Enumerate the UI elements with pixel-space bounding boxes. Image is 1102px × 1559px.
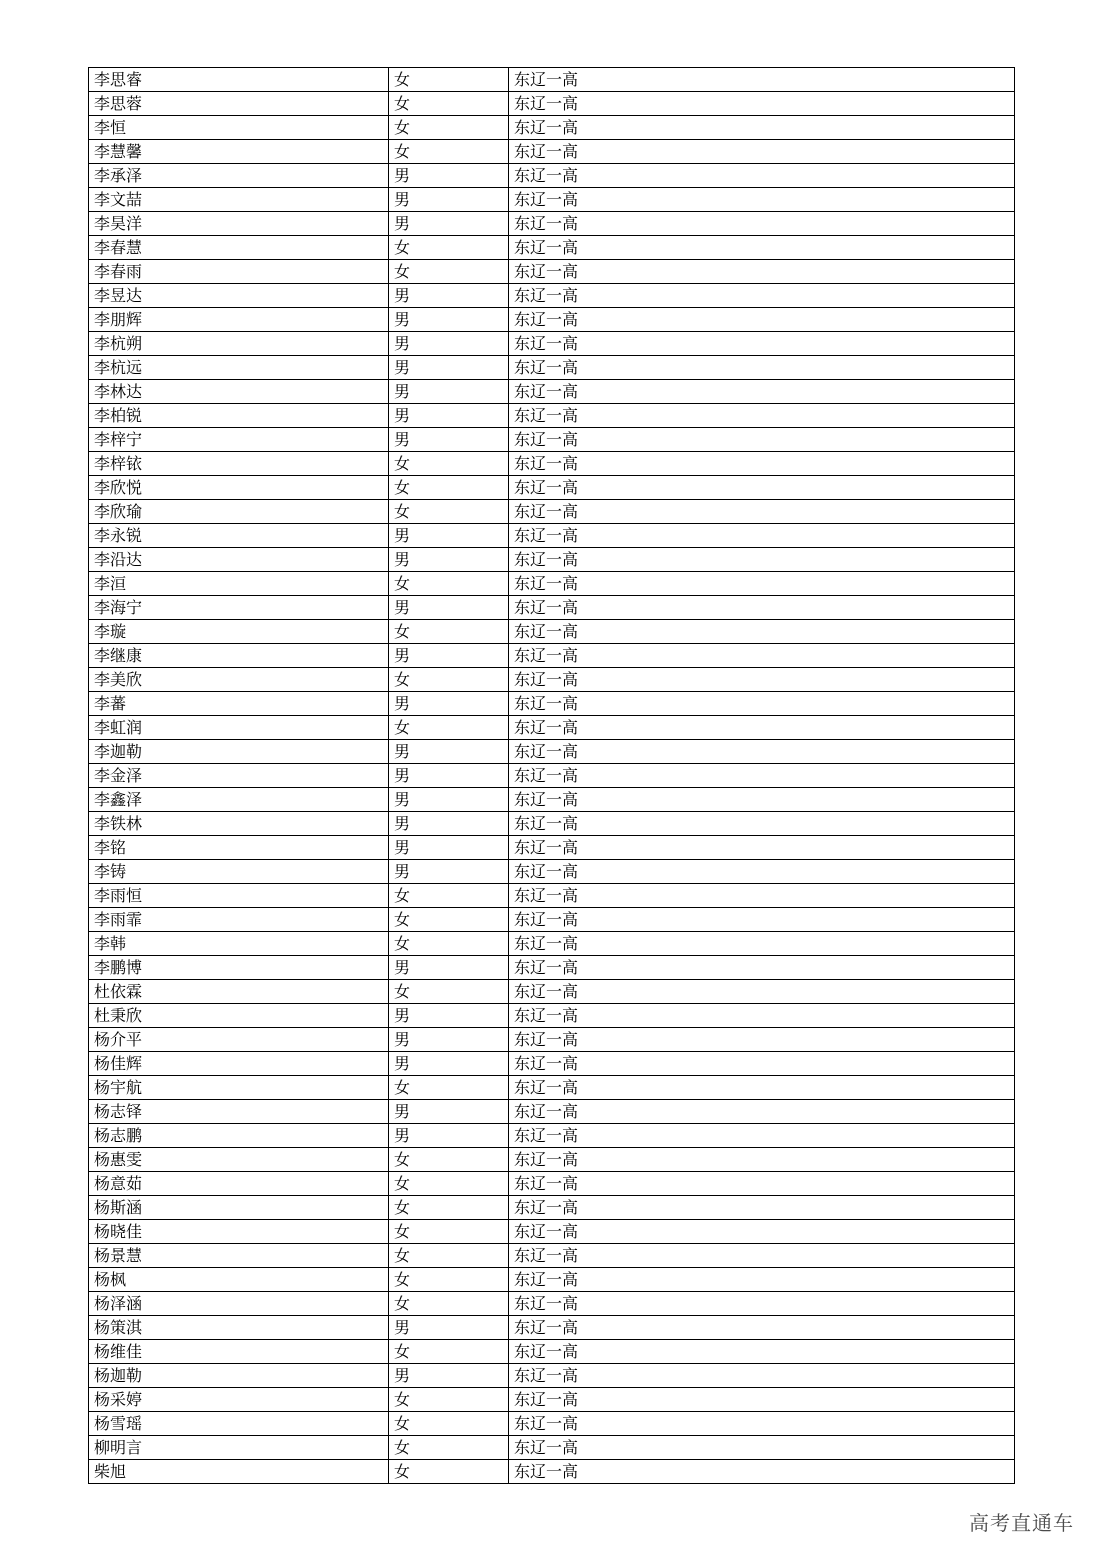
school-cell: 东辽一高: [509, 452, 1015, 476]
gender-cell: 男: [389, 548, 509, 572]
table-row: [89, 284, 1015, 308]
name-cell: 李思蓉: [89, 92, 389, 116]
table-row: [89, 428, 1015, 452]
name-cell: 李鹏博: [89, 956, 389, 980]
school-cell: 东辽一高: [509, 980, 1015, 1004]
name-cell: 李鑫泽: [89, 788, 389, 812]
table-row: [89, 140, 1015, 164]
name-cell: 杨雪瑶: [89, 1412, 389, 1436]
table-row: [89, 1412, 1015, 1436]
school-cell: 东辽一高: [509, 188, 1015, 212]
table-row: [89, 236, 1015, 260]
school-cell: 东辽一高: [509, 908, 1015, 932]
school-cell: 东辽一高: [509, 1340, 1015, 1364]
school-cell: 东辽一高: [509, 1460, 1015, 1484]
school-cell: 东辽一高: [509, 620, 1015, 644]
gender-cell: 女: [389, 1340, 509, 1364]
gender-cell: 男: [389, 596, 509, 620]
school-cell: 东辽一高: [509, 1316, 1015, 1340]
gender-cell: 男: [389, 188, 509, 212]
name-cell: 李雨霏: [89, 908, 389, 932]
name-cell: 李虹润: [89, 716, 389, 740]
gender-cell: 男: [389, 956, 509, 980]
school-cell: 东辽一高: [509, 692, 1015, 716]
gender-cell: 女: [389, 476, 509, 500]
table-row: [89, 644, 1015, 668]
school-cell: 东辽一高: [509, 116, 1015, 140]
name-cell: 李蕃: [89, 692, 389, 716]
gender-cell: 男: [389, 380, 509, 404]
school-cell: 东辽一高: [509, 1364, 1015, 1388]
gender-cell: 女: [389, 572, 509, 596]
gender-cell: 男: [389, 428, 509, 452]
gender-cell: 男: [389, 1364, 509, 1388]
name-cell: 杨惠雯: [89, 1148, 389, 1172]
table-row: [89, 860, 1015, 884]
name-cell: 杨意茹: [89, 1172, 389, 1196]
gender-cell: 女: [389, 1220, 509, 1244]
school-cell: 东辽一高: [509, 1124, 1015, 1148]
name-cell: 李承泽: [89, 164, 389, 188]
table-row: [89, 404, 1015, 428]
gender-cell: 男: [389, 1052, 509, 1076]
name-cell: 李洹: [89, 572, 389, 596]
school-cell: 东辽一高: [509, 284, 1015, 308]
name-cell: 杜依霖: [89, 980, 389, 1004]
name-cell: 李春雨: [89, 260, 389, 284]
gender-cell: 男: [389, 1004, 509, 1028]
gender-cell: 女: [389, 1388, 509, 1412]
table-row: [89, 476, 1015, 500]
table-row: [89, 1340, 1015, 1364]
gender-cell: 女: [389, 980, 509, 1004]
school-cell: 东辽一高: [509, 1268, 1015, 1292]
name-cell: 杨维佳: [89, 1340, 389, 1364]
school-cell: 东辽一高: [509, 1196, 1015, 1220]
name-cell: 李铁林: [89, 812, 389, 836]
table-row: [89, 212, 1015, 236]
name-cell: 李林达: [89, 380, 389, 404]
student-roster-table: [88, 67, 1015, 1484]
school-cell: 东辽一高: [509, 1148, 1015, 1172]
name-cell: 杨景慧: [89, 1244, 389, 1268]
gender-cell: 女: [389, 932, 509, 956]
table-row: [89, 1100, 1015, 1124]
name-cell: 李璇: [89, 620, 389, 644]
name-cell: 杨策淇: [89, 1316, 389, 1340]
gender-cell: 女: [389, 1196, 509, 1220]
table-row: [89, 452, 1015, 476]
school-cell: 东辽一高: [509, 1028, 1015, 1052]
name-cell: 李柏锐: [89, 404, 389, 428]
name-cell: 李梓铱: [89, 452, 389, 476]
school-cell: 东辽一高: [509, 356, 1015, 380]
gender-cell: 男: [389, 356, 509, 380]
gender-cell: 女: [389, 1412, 509, 1436]
school-cell: 东辽一高: [509, 1100, 1015, 1124]
gender-cell: 女: [389, 140, 509, 164]
gender-cell: 男: [389, 308, 509, 332]
name-cell: 李欣瑜: [89, 500, 389, 524]
watermark-text: 高考直通车: [969, 1511, 1074, 1535]
gender-cell: 男: [389, 404, 509, 428]
table-row: [89, 1436, 1015, 1460]
table-row: [89, 1148, 1015, 1172]
name-cell: 李梓宁: [89, 428, 389, 452]
school-cell: 东辽一高: [509, 380, 1015, 404]
table-row: [89, 332, 1015, 356]
table-row: [89, 164, 1015, 188]
table-row: [89, 116, 1015, 140]
gender-cell: 女: [389, 884, 509, 908]
name-cell: 李朋辉: [89, 308, 389, 332]
gender-cell: 女: [389, 68, 509, 92]
table-row: [89, 788, 1015, 812]
table-row: [89, 884, 1015, 908]
name-cell: 李铭: [89, 836, 389, 860]
school-cell: 东辽一高: [509, 524, 1015, 548]
name-cell: 李沿达: [89, 548, 389, 572]
name-cell: 李杭远: [89, 356, 389, 380]
school-cell: 东辽一高: [509, 740, 1015, 764]
table-row: [89, 740, 1015, 764]
school-cell: 东辽一高: [509, 956, 1015, 980]
gender-cell: 女: [389, 1076, 509, 1100]
gender-cell: 男: [389, 164, 509, 188]
table-row: [89, 68, 1015, 92]
gender-cell: 女: [389, 1244, 509, 1268]
name-cell: 李迦勒: [89, 740, 389, 764]
table-row: [89, 1244, 1015, 1268]
gender-cell: 女: [389, 620, 509, 644]
school-cell: 东辽一高: [509, 236, 1015, 260]
gender-cell: 女: [389, 1268, 509, 1292]
name-cell: 李昱达: [89, 284, 389, 308]
school-cell: 东辽一高: [509, 308, 1015, 332]
gender-cell: 男: [389, 764, 509, 788]
name-cell: 李思睿: [89, 68, 389, 92]
school-cell: 东辽一高: [509, 860, 1015, 884]
school-cell: 东辽一高: [509, 140, 1015, 164]
name-cell: 李永锐: [89, 524, 389, 548]
table-row: [89, 908, 1015, 932]
school-cell: 东辽一高: [509, 764, 1015, 788]
name-cell: 李文喆: [89, 188, 389, 212]
gender-cell: 男: [389, 1124, 509, 1148]
school-cell: 东辽一高: [509, 932, 1015, 956]
table-row: [89, 1196, 1015, 1220]
roster-body: [89, 68, 1015, 1484]
gender-cell: 女: [389, 1148, 509, 1172]
table-row: [89, 1316, 1015, 1340]
table-row: [89, 1220, 1015, 1244]
school-cell: 东辽一高: [509, 260, 1015, 284]
gender-cell: 男: [389, 1316, 509, 1340]
table-row: [89, 548, 1015, 572]
name-cell: 杨志铎: [89, 1100, 389, 1124]
name-cell: 杨介平: [89, 1028, 389, 1052]
table-row: [89, 1268, 1015, 1292]
table-row: [89, 932, 1015, 956]
table-row: [89, 380, 1015, 404]
school-cell: 东辽一高: [509, 1292, 1015, 1316]
name-cell: 李杭朔: [89, 332, 389, 356]
table-row: [89, 1028, 1015, 1052]
gender-cell: 男: [389, 212, 509, 236]
table-row: [89, 764, 1015, 788]
gender-cell: 男: [389, 524, 509, 548]
school-cell: 东辽一高: [509, 68, 1015, 92]
name-cell: 李海宁: [89, 596, 389, 620]
gender-cell: 男: [389, 1100, 509, 1124]
table-row: [89, 956, 1015, 980]
gender-cell: 女: [389, 1460, 509, 1484]
gender-cell: 男: [389, 860, 509, 884]
name-cell: 杨志鹏: [89, 1124, 389, 1148]
school-cell: 东辽一高: [509, 1244, 1015, 1268]
school-cell: 东辽一高: [509, 572, 1015, 596]
table-row: [89, 812, 1015, 836]
table-row: [89, 668, 1015, 692]
table-row: [89, 1076, 1015, 1100]
gender-cell: 女: [389, 1292, 509, 1316]
name-cell: 杨枫: [89, 1268, 389, 1292]
school-cell: 东辽一高: [509, 884, 1015, 908]
name-cell: 李欣悦: [89, 476, 389, 500]
school-cell: 东辽一高: [509, 1412, 1015, 1436]
gender-cell: 女: [389, 1172, 509, 1196]
school-cell: 东辽一高: [509, 476, 1015, 500]
school-cell: 东辽一高: [509, 1436, 1015, 1460]
name-cell: 杨采婷: [89, 1388, 389, 1412]
school-cell: 东辽一高: [509, 1172, 1015, 1196]
gender-cell: 女: [389, 260, 509, 284]
school-cell: 东辽一高: [509, 668, 1015, 692]
table-row: [89, 980, 1015, 1004]
table-row: [89, 188, 1015, 212]
gender-cell: 女: [389, 908, 509, 932]
table-row: [89, 836, 1015, 860]
school-cell: 东辽一高: [509, 812, 1015, 836]
name-cell: 杨泽涵: [89, 1292, 389, 1316]
gender-cell: 男: [389, 644, 509, 668]
name-cell: 李美欣: [89, 668, 389, 692]
table-row: [89, 1124, 1015, 1148]
table-row: [89, 1172, 1015, 1196]
table-row: [89, 1004, 1015, 1028]
gender-cell: 女: [389, 452, 509, 476]
school-cell: 东辽一高: [509, 788, 1015, 812]
gender-cell: 女: [389, 1436, 509, 1460]
name-cell: 李慧馨: [89, 140, 389, 164]
name-cell: 杨晓佳: [89, 1220, 389, 1244]
gender-cell: 女: [389, 92, 509, 116]
table-row: [89, 1292, 1015, 1316]
name-cell: 杨迦勒: [89, 1364, 389, 1388]
table-row: [89, 692, 1015, 716]
name-cell: 李韩: [89, 932, 389, 956]
table-row: [89, 356, 1015, 380]
gender-cell: 男: [389, 332, 509, 356]
school-cell: 东辽一高: [509, 596, 1015, 620]
table-row: [89, 1364, 1015, 1388]
name-cell: 李昊洋: [89, 212, 389, 236]
school-cell: 东辽一高: [509, 716, 1015, 740]
table-row: [89, 1388, 1015, 1412]
gender-cell: 男: [389, 740, 509, 764]
table-row: [89, 1460, 1015, 1484]
table-row: [89, 308, 1015, 332]
gender-cell: 男: [389, 692, 509, 716]
table-row: [89, 500, 1015, 524]
school-cell: 东辽一高: [509, 1052, 1015, 1076]
gender-cell: 女: [389, 716, 509, 740]
name-cell: 李雨恒: [89, 884, 389, 908]
gender-cell: 女: [389, 668, 509, 692]
name-cell: 李铸: [89, 860, 389, 884]
school-cell: 东辽一高: [509, 644, 1015, 668]
table-row: [89, 1052, 1015, 1076]
table-row: [89, 716, 1015, 740]
school-cell: 东辽一高: [509, 836, 1015, 860]
school-cell: 东辽一高: [509, 1004, 1015, 1028]
name-cell: 李春慧: [89, 236, 389, 260]
gender-cell: 男: [389, 788, 509, 812]
name-cell: 李恒: [89, 116, 389, 140]
name-cell: 李金泽: [89, 764, 389, 788]
school-cell: 东辽一高: [509, 164, 1015, 188]
table-row: [89, 572, 1015, 596]
name-cell: 杨宇航: [89, 1076, 389, 1100]
gender-cell: 男: [389, 812, 509, 836]
table-row: [89, 260, 1015, 284]
name-cell: 李继康: [89, 644, 389, 668]
gender-cell: 男: [389, 1028, 509, 1052]
gender-cell: 男: [389, 836, 509, 860]
school-cell: 东辽一高: [509, 404, 1015, 428]
school-cell: 东辽一高: [509, 500, 1015, 524]
table-row: [89, 524, 1015, 548]
table-row: [89, 596, 1015, 620]
table-row: [89, 620, 1015, 644]
school-cell: 东辽一高: [509, 548, 1015, 572]
school-cell: 东辽一高: [509, 1220, 1015, 1244]
school-cell: 东辽一高: [509, 332, 1015, 356]
name-cell: 柴旭: [89, 1460, 389, 1484]
school-cell: 东辽一高: [509, 1388, 1015, 1412]
school-cell: 东辽一高: [509, 1076, 1015, 1100]
name-cell: 柳明言: [89, 1436, 389, 1460]
gender-cell: 男: [389, 284, 509, 308]
school-cell: 东辽一高: [509, 212, 1015, 236]
table-row: [89, 92, 1015, 116]
school-cell: 东辽一高: [509, 92, 1015, 116]
school-cell: 东辽一高: [509, 428, 1015, 452]
gender-cell: 女: [389, 116, 509, 140]
gender-cell: 女: [389, 236, 509, 260]
name-cell: 杜秉欣: [89, 1004, 389, 1028]
name-cell: 杨佳辉: [89, 1052, 389, 1076]
name-cell: 杨斯涵: [89, 1196, 389, 1220]
gender-cell: 女: [389, 500, 509, 524]
